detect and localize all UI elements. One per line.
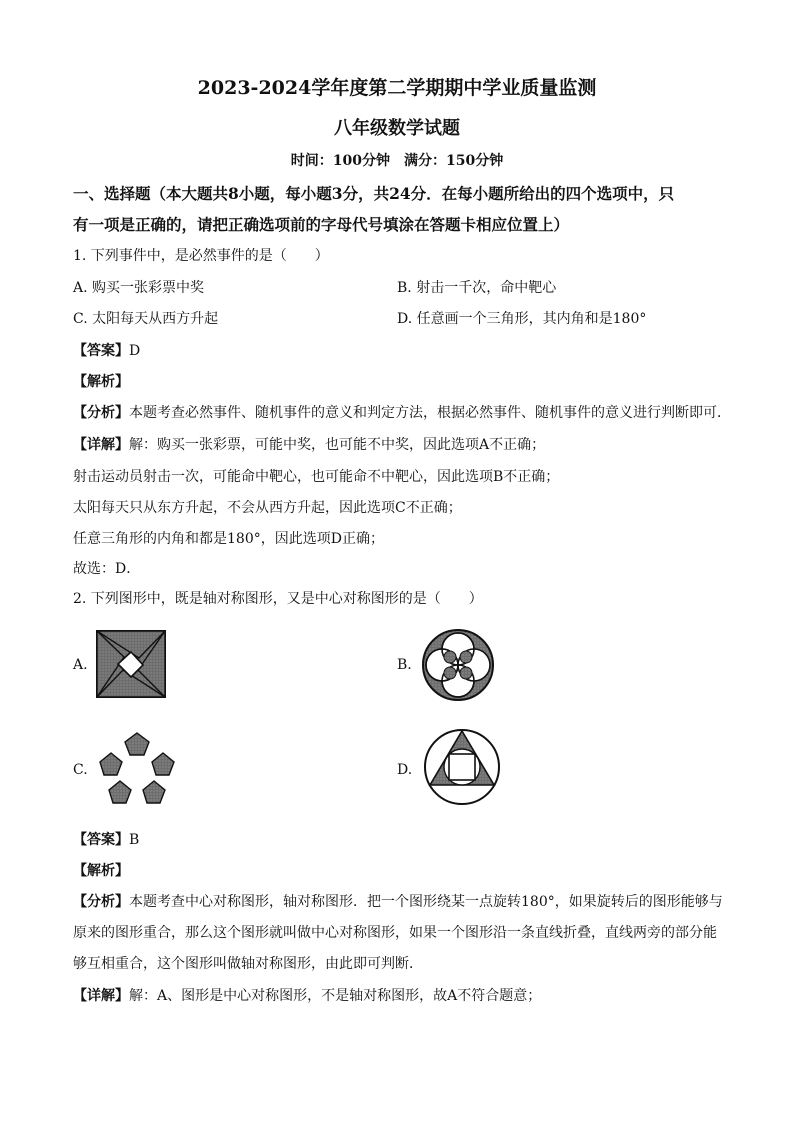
q2-option-c-label: C. bbox=[73, 762, 88, 778]
q1-option-c: C. 太阳每天从西方升起 bbox=[73, 311, 219, 327]
q1-option-a: A. 购买一张彩票中奖 bbox=[73, 280, 205, 296]
q1-detail-line4: 任意三角形的内角和都是180°，因此选项D正确； bbox=[73, 531, 384, 547]
figure-a-square-pinwheel bbox=[96, 630, 166, 698]
q2-jiexi-tag: 【解析】 bbox=[73, 863, 129, 879]
q2-answer bbox=[73, 829, 139, 849]
answer-tag: 【答案】 bbox=[73, 832, 129, 848]
analysis-text: 本题考查中心对称图形，轴对称图形．把一个图形绕某一点旋转180°，如果旋转后的图形能够与 bbox=[129, 894, 723, 910]
q2-option-a-label: A. bbox=[73, 657, 88, 673]
analysis-text: 本题考查必然事件、随机事件的意义和判定方法，根据必然事件、随机事件的意义进行判断即可． bbox=[129, 405, 731, 421]
q1-option-d: D. 任意画一个三角形，其内角和是180° bbox=[397, 311, 647, 327]
q1-stem: 1. 下列事件中，是必然事件的是（ ） bbox=[73, 248, 329, 264]
q1-option-b: B. 射击一千次，命中靶心 bbox=[397, 280, 557, 296]
page-subtitle: 八年级数学试题 bbox=[334, 118, 460, 139]
section-instructions-line2: 有一项是正确的，请把正确选项前的字母代号填涂在答题卡相应位置上） bbox=[73, 215, 570, 234]
detail-text: 解：购买一张彩票，可能中奖，也可能不中奖，因此选项A不正确； bbox=[129, 437, 546, 453]
answer-value: D bbox=[129, 343, 141, 359]
q2-analysis bbox=[73, 891, 723, 911]
analysis-tag: 【分析】 bbox=[73, 405, 129, 421]
q2-option-b-label: B. bbox=[397, 657, 412, 673]
q1-analysis bbox=[73, 402, 731, 422]
answer-value: B bbox=[129, 832, 140, 848]
analysis-tag: 【分析】 bbox=[73, 894, 129, 910]
q2-detail bbox=[73, 985, 541, 1005]
exam-meta: 时间：100分钟 满分：150分钟 bbox=[290, 153, 504, 169]
q2-stem: 2. 下列图形中，既是轴对称图形，又是中心对称图形的是（ ） bbox=[73, 591, 483, 607]
figure-d-circle-triangle-square bbox=[422, 727, 502, 807]
q1-jiexi-tag: 【解析】 bbox=[73, 374, 129, 390]
section-instructions-line1: 一、选择题（本大题共8小题，每小题3分，共24分．在每小题所给出的四个选项中，只 bbox=[73, 184, 675, 203]
answer-tag: 【答案】 bbox=[73, 343, 129, 359]
q1-detail bbox=[73, 434, 545, 454]
q1-answer bbox=[73, 340, 140, 360]
q1-detail-line2: 射击运动员射击一次，可能命中靶心，也可能命不中靶心，因此选项B不正确； bbox=[73, 469, 560, 485]
detail-tag: 【详解】 bbox=[73, 437, 129, 453]
detail-text: 解：A、图形是中心对称图形，不是轴对称图形，故A不符合题意； bbox=[129, 988, 542, 1004]
figure-c-five-pentagons bbox=[96, 730, 178, 806]
page-title: 2023-2024学年度第二学期期中学业质量监测 bbox=[197, 77, 597, 99]
q2-analysis-line3: 够互相重合，这个图形叫做轴对称图形，由此即可判断． bbox=[73, 956, 423, 972]
q2-option-d-label: D. bbox=[397, 762, 413, 778]
detail-tag: 【详解】 bbox=[73, 988, 129, 1004]
q2-analysis-line2: 原来的图形重合，那么这个图形就叫做中心对称图形，如果一个图形沿一条直线折叠，直线两旁的部分能 bbox=[73, 925, 717, 941]
figure-b-four-circles bbox=[420, 627, 496, 703]
q1-detail-line5: 故选：D． bbox=[73, 561, 141, 577]
q1-detail-line3: 太阳每天只从东方升起，不会从西方升起，因此选项C不正确； bbox=[73, 500, 462, 516]
